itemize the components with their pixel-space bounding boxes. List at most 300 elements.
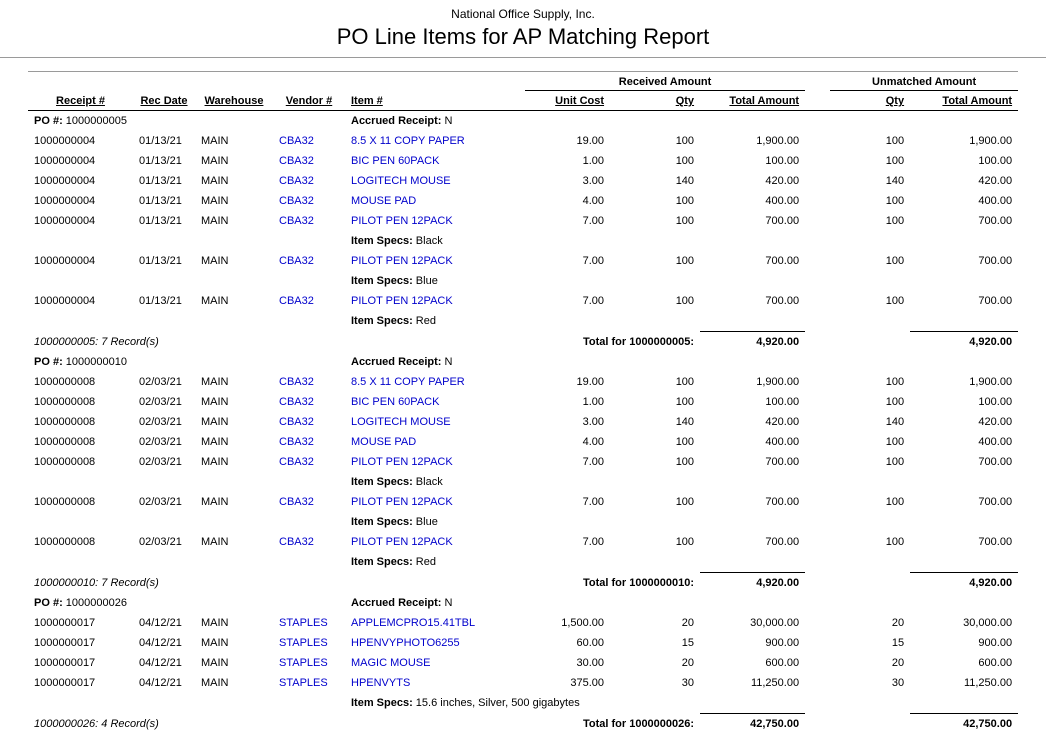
unit-cost: 3.00 bbox=[582, 416, 605, 428]
receipt-number: 1000000008 bbox=[34, 416, 96, 428]
gap-cell bbox=[805, 573, 830, 594]
group-record-count: 1000000005: 7 Record(s) bbox=[34, 335, 159, 348]
group-total-unmatched: 4,920.00 bbox=[910, 332, 1018, 353]
column-header-qty bbox=[610, 91, 700, 111]
item-number-link[interactable]: PILOT PEN 12PACK bbox=[351, 215, 453, 227]
vendor-number-link[interactable]: CBA32 bbox=[279, 155, 314, 167]
received-qty: 100 bbox=[675, 396, 695, 408]
warehouse: MAIN bbox=[201, 496, 229, 508]
received-total-amount: 1,900.00 bbox=[756, 376, 800, 388]
item-specs: Item Specs: 15.6 inches, Silver, 500 gigabytes bbox=[351, 697, 580, 709]
received-total-amount: 900.00 bbox=[765, 637, 800, 649]
received-qty: 140 bbox=[675, 416, 695, 428]
item-specs: Item Specs: Black bbox=[351, 235, 443, 247]
rec-date: 02/03/21 bbox=[139, 456, 182, 468]
unmatched-qty: 100 bbox=[885, 155, 905, 167]
empty-cell bbox=[28, 693, 345, 714]
line-item-row bbox=[28, 412, 1018, 432]
vendor-number-link[interactable]: CBA32 bbox=[279, 175, 314, 187]
unit-cost: 4.00 bbox=[582, 436, 605, 448]
line-item-row bbox=[28, 211, 1018, 231]
group-record-count: 1000000010: 7 Record(s) bbox=[34, 576, 159, 589]
unit-cost: 7.00 bbox=[582, 255, 605, 267]
rec-date: 04/12/21 bbox=[139, 657, 182, 669]
table-header bbox=[28, 72, 1018, 111]
column-header-label: Total Amount bbox=[729, 95, 800, 107]
line-item-row bbox=[28, 151, 1018, 171]
receipt-number: 1000000008 bbox=[34, 436, 96, 448]
warehouse: MAIN bbox=[201, 376, 229, 388]
item-number-link[interactable]: MOUSE PAD bbox=[351, 195, 417, 207]
received-qty: 100 bbox=[675, 496, 695, 508]
item-specs-row bbox=[28, 472, 1018, 492]
po-number: PO #: 1000000005 bbox=[34, 115, 127, 127]
unmatched-total-amount: 11,250.00 bbox=[963, 677, 1013, 689]
column-header-label: Total Amount bbox=[942, 95, 1013, 107]
receipt-number: 1000000004 bbox=[34, 155, 96, 167]
received-total-amount: 420.00 bbox=[765, 416, 800, 428]
receipt-number: 1000000008 bbox=[34, 496, 96, 508]
rec-date: 02/03/21 bbox=[139, 436, 182, 448]
item-specs-row bbox=[28, 311, 1018, 332]
unit-cost: 19.00 bbox=[576, 376, 605, 388]
rec-date: 01/13/21 bbox=[139, 195, 182, 207]
received-total-amount: 400.00 bbox=[765, 195, 800, 207]
group-total-row bbox=[28, 332, 1018, 353]
gap-cell bbox=[805, 131, 830, 151]
unmatched-total-amount: 700.00 bbox=[978, 496, 1013, 508]
received-qty: 100 bbox=[675, 295, 695, 307]
report-title: PO Line Items for AP Matching Report bbox=[336, 24, 710, 49]
item-number-link[interactable]: PILOT PEN 12PACK bbox=[351, 295, 453, 307]
empty-cell bbox=[28, 472, 345, 492]
column-header-unit-cost bbox=[525, 91, 610, 111]
unit-cost: 7.00 bbox=[582, 215, 605, 227]
warehouse: MAIN bbox=[201, 456, 229, 468]
column-header-vendor bbox=[273, 91, 345, 111]
item-number-link[interactable]: 8.5 X 11 COPY PAPER bbox=[351, 376, 465, 388]
gap-cell bbox=[805, 332, 830, 353]
received-qty: 100 bbox=[675, 456, 695, 468]
rec-date: 01/13/21 bbox=[139, 255, 182, 267]
warehouse: MAIN bbox=[201, 255, 229, 267]
receipt-number: 1000000004 bbox=[34, 295, 96, 307]
item-number-link[interactable]: BIC PEN 60PACK bbox=[351, 155, 440, 167]
rec-date: 01/13/21 bbox=[139, 155, 182, 167]
empty-cell bbox=[28, 311, 345, 332]
item-specs-row bbox=[28, 693, 1018, 714]
rec-date: 02/03/21 bbox=[139, 536, 182, 548]
received-qty: 100 bbox=[675, 255, 695, 267]
unmatched-total-amount: 1,900.00 bbox=[969, 376, 1013, 388]
column-header-receipt bbox=[28, 91, 133, 111]
line-item-row bbox=[28, 392, 1018, 412]
gap-cell bbox=[805, 191, 830, 211]
item-specs-row bbox=[28, 552, 1018, 573]
vendor-number-link[interactable]: CBA32 bbox=[279, 536, 314, 548]
column-header-warehouse bbox=[195, 91, 273, 111]
column-header-gap bbox=[805, 91, 830, 111]
column-header-label: Rec Date bbox=[140, 95, 188, 107]
received-total-amount: 700.00 bbox=[765, 496, 800, 508]
unit-cost: 1.00 bbox=[582, 155, 605, 167]
group-total-received: 4,920.00 bbox=[700, 573, 805, 594]
unmatched-total-amount: 400.00 bbox=[978, 195, 1013, 207]
unit-cost: 30.00 bbox=[576, 657, 605, 669]
vendor-number-link[interactable]: STAPLES bbox=[279, 677, 328, 689]
line-item-row bbox=[28, 452, 1018, 472]
receipt-number: 1000000004 bbox=[34, 215, 96, 227]
unmatched-total-amount: 420.00 bbox=[978, 175, 1013, 187]
empty-cell bbox=[28, 552, 345, 573]
unit-cost: 7.00 bbox=[582, 295, 605, 307]
rec-date: 01/13/21 bbox=[139, 175, 182, 187]
vendor-number-link[interactable]: CBA32 bbox=[279, 396, 314, 408]
vendor-number-link[interactable]: CBA32 bbox=[279, 456, 314, 468]
column-header-item bbox=[345, 91, 525, 111]
unit-cost: 19.00 bbox=[576, 135, 605, 147]
warehouse: MAIN bbox=[201, 396, 229, 408]
unmatched-qty: 20 bbox=[891, 617, 905, 629]
unmatched-qty: 140 bbox=[885, 175, 905, 187]
rec-date: 02/03/21 bbox=[139, 496, 182, 508]
accrued-receipt: Accrued Receipt: N bbox=[351, 356, 453, 368]
po-number: PO #: 1000000010 bbox=[34, 356, 127, 368]
received-total-amount: 700.00 bbox=[765, 215, 800, 227]
gap-cell bbox=[805, 432, 830, 452]
unmatched-qty: 100 bbox=[885, 295, 905, 307]
received-qty: 30 bbox=[681, 677, 695, 689]
empty-cell bbox=[830, 332, 910, 353]
received-qty: 20 bbox=[681, 617, 695, 629]
gap-cell bbox=[805, 291, 830, 311]
vendor-number-link[interactable]: CBA32 bbox=[279, 135, 314, 147]
po-number: PO #: 1000000026 bbox=[34, 597, 127, 609]
group-total-received: 42,750.00 bbox=[700, 714, 805, 735]
warehouse: MAIN bbox=[201, 135, 229, 147]
gap-cell bbox=[805, 452, 830, 472]
group-header-row bbox=[28, 72, 1018, 91]
vendor-number-link[interactable]: CBA32 bbox=[279, 436, 314, 448]
accrued-receipt: Accrued Receipt: N bbox=[351, 115, 453, 127]
line-item-row bbox=[28, 131, 1018, 151]
received-qty: 20 bbox=[681, 657, 695, 669]
gap-cell bbox=[805, 251, 830, 271]
item-specs: Item Specs: Red bbox=[351, 315, 436, 327]
unmatched-total-amount: 600.00 bbox=[978, 657, 1013, 669]
unmatched-total-amount: 420.00 bbox=[978, 416, 1013, 428]
unit-cost: 7.00 bbox=[582, 456, 605, 468]
item-number-link[interactable]: HPENVYTS bbox=[351, 677, 411, 689]
gap-cell bbox=[805, 653, 830, 673]
gap-cell bbox=[805, 492, 830, 512]
received-qty: 140 bbox=[675, 175, 695, 187]
received-amount-header: Received Amount bbox=[525, 72, 805, 91]
received-total-amount: 30,000.00 bbox=[750, 617, 800, 629]
receipt-number: 1000000017 bbox=[34, 617, 96, 629]
column-header-label: Qty bbox=[675, 95, 695, 107]
received-qty: 100 bbox=[675, 155, 695, 167]
item-number-link[interactable]: HPENVYPHOTO6255 bbox=[351, 637, 460, 649]
item-specs-row bbox=[28, 271, 1018, 291]
item-number-link[interactable]: PILOT PEN 12PACK bbox=[351, 255, 453, 267]
unmatched-total-amount: 400.00 bbox=[978, 436, 1013, 448]
item-number-link[interactable]: PILOT PEN 12PACK bbox=[351, 496, 453, 508]
warehouse: MAIN bbox=[201, 657, 229, 669]
company-name: National Office Supply, Inc. bbox=[451, 7, 595, 21]
gap-cell bbox=[805, 613, 830, 633]
empty-cell bbox=[830, 714, 910, 735]
receipt-number: 1000000017 bbox=[34, 657, 96, 669]
column-header-qty bbox=[830, 91, 910, 111]
column-header-label: Warehouse bbox=[204, 95, 264, 107]
received-qty: 100 bbox=[675, 135, 695, 147]
group-total-row bbox=[28, 573, 1018, 594]
receipt-number: 1000000004 bbox=[34, 195, 96, 207]
group-total-unmatched: 4,920.00 bbox=[910, 573, 1018, 594]
warehouse: MAIN bbox=[201, 215, 229, 227]
item-number-link[interactable]: LOGITECH MOUSE bbox=[351, 416, 451, 428]
group-record-count: 1000000026: 4 Record(s) bbox=[34, 717, 159, 730]
unmatched-qty: 100 bbox=[885, 536, 905, 548]
column-header-rec-date bbox=[133, 91, 195, 111]
received-total-amount: 100.00 bbox=[765, 396, 800, 408]
empty-cell bbox=[28, 271, 345, 291]
unmatched-qty: 15 bbox=[891, 637, 905, 649]
warehouse: MAIN bbox=[201, 175, 229, 187]
received-qty: 100 bbox=[675, 436, 695, 448]
rec-date: 02/03/21 bbox=[139, 396, 182, 408]
warehouse: MAIN bbox=[201, 677, 229, 689]
rec-date: 04/12/21 bbox=[139, 677, 182, 689]
group-total-label: Total for 1000000010: bbox=[582, 576, 695, 589]
line-item-row bbox=[28, 432, 1018, 452]
receipt-number: 1000000004 bbox=[34, 175, 96, 187]
line-item-row bbox=[28, 613, 1018, 633]
item-specs: Item Specs: Blue bbox=[351, 516, 438, 528]
column-header-label: Qty bbox=[885, 95, 905, 107]
warehouse: MAIN bbox=[201, 295, 229, 307]
line-item-row bbox=[28, 291, 1018, 311]
rec-date: 02/03/21 bbox=[139, 376, 182, 388]
unmatched-total-amount: 30,000.00 bbox=[963, 617, 1013, 629]
report-table bbox=[28, 71, 1018, 734]
received-qty: 15 bbox=[681, 637, 695, 649]
report-content bbox=[0, 58, 1046, 734]
vendor-number-link[interactable]: CBA32 bbox=[279, 255, 314, 267]
receipt-number: 1000000017 bbox=[34, 637, 96, 649]
warehouse: MAIN bbox=[201, 416, 229, 428]
received-qty: 100 bbox=[675, 376, 695, 388]
item-specs-row bbox=[28, 231, 1018, 251]
unmatched-qty: 100 bbox=[885, 396, 905, 408]
unmatched-qty: 100 bbox=[885, 496, 905, 508]
unmatched-total-amount: 100.00 bbox=[978, 155, 1013, 167]
received-qty: 100 bbox=[675, 536, 695, 548]
receipt-number: 1000000004 bbox=[34, 135, 96, 147]
warehouse: MAIN bbox=[201, 637, 229, 649]
line-item-row bbox=[28, 633, 1018, 653]
unmatched-total-amount: 700.00 bbox=[978, 456, 1013, 468]
unmatched-qty: 100 bbox=[885, 376, 905, 388]
vendor-number-link[interactable]: STAPLES bbox=[279, 617, 328, 629]
received-total-amount: 400.00 bbox=[765, 436, 800, 448]
unit-cost: 1,500.00 bbox=[561, 617, 605, 629]
received-qty: 100 bbox=[675, 195, 695, 207]
item-number-link[interactable]: BIC PEN 60PACK bbox=[351, 396, 440, 408]
line-item-row bbox=[28, 251, 1018, 271]
vendor-number-link[interactable]: CBA32 bbox=[279, 496, 314, 508]
unmatched-qty: 100 bbox=[885, 436, 905, 448]
unit-cost: 4.00 bbox=[582, 195, 605, 207]
po-group-row bbox=[28, 111, 1018, 132]
unmatched-qty: 140 bbox=[885, 416, 905, 428]
vendor-number-link[interactable]: CBA32 bbox=[279, 376, 314, 388]
rec-date: 01/13/21 bbox=[139, 215, 182, 227]
receipt-number: 1000000017 bbox=[34, 677, 96, 689]
gap-cell bbox=[805, 714, 830, 735]
unit-cost: 7.00 bbox=[582, 496, 605, 508]
po-group-row bbox=[28, 593, 1018, 613]
line-item-row bbox=[28, 191, 1018, 211]
empty-cell bbox=[28, 512, 345, 532]
gap-cell bbox=[805, 392, 830, 412]
empty-cell bbox=[28, 231, 345, 251]
unit-cost: 375.00 bbox=[570, 677, 605, 689]
column-header-label: Vendor # bbox=[285, 95, 333, 107]
item-specs: Item Specs: Red bbox=[351, 556, 436, 568]
gap-cell bbox=[805, 532, 830, 552]
accrued-receipt: Accrued Receipt: N bbox=[351, 597, 453, 609]
receipt-number: 1000000008 bbox=[34, 456, 96, 468]
empty-cell bbox=[830, 573, 910, 594]
receipt-number: 1000000004 bbox=[34, 255, 96, 267]
received-total-amount: 600.00 bbox=[765, 657, 800, 669]
column-header-label: Unit Cost bbox=[555, 95, 605, 107]
column-header-total-amount bbox=[700, 91, 805, 111]
unit-cost: 1.00 bbox=[582, 396, 605, 408]
group-total-label: Total for 1000000005: bbox=[582, 335, 695, 348]
received-total-amount: 420.00 bbox=[765, 175, 800, 187]
gap-cell bbox=[805, 372, 830, 392]
unmatched-qty: 100 bbox=[885, 255, 905, 267]
received-total-amount: 700.00 bbox=[765, 295, 800, 307]
unmatched-total-amount: 900.00 bbox=[978, 637, 1013, 649]
vendor-number-link[interactable]: STAPLES bbox=[279, 657, 328, 669]
line-item-row bbox=[28, 492, 1018, 512]
vendor-number-link[interactable]: CBA32 bbox=[279, 416, 314, 428]
item-number-link[interactable]: MOUSE PAD bbox=[351, 436, 417, 448]
warehouse: MAIN bbox=[201, 195, 229, 207]
column-header-label: Receipt # bbox=[56, 95, 105, 107]
received-total-amount: 700.00 bbox=[765, 536, 800, 548]
unmatched-qty: 100 bbox=[885, 215, 905, 227]
item-number-link[interactable]: PILOT PEN 12PACK bbox=[351, 536, 453, 548]
received-total-amount: 11,250.00 bbox=[750, 677, 800, 689]
gap-cell bbox=[805, 412, 830, 432]
warehouse: MAIN bbox=[201, 436, 229, 448]
column-header-total-amount bbox=[910, 91, 1018, 111]
group-total-received: 4,920.00 bbox=[700, 332, 805, 353]
line-item-row bbox=[28, 532, 1018, 552]
line-item-row bbox=[28, 673, 1018, 693]
line-item-row bbox=[28, 372, 1018, 392]
received-total-amount: 700.00 bbox=[765, 456, 800, 468]
unmatched-total-amount: 700.00 bbox=[978, 536, 1013, 548]
rec-date: 01/13/21 bbox=[139, 135, 182, 147]
item-specs: Item Specs: Blue bbox=[351, 275, 438, 287]
unit-cost: 60.00 bbox=[576, 637, 605, 649]
gap-cell bbox=[805, 633, 830, 653]
receipt-number: 1000000008 bbox=[34, 396, 96, 408]
group-header-spacer bbox=[28, 72, 525, 91]
gap-cell bbox=[805, 151, 830, 171]
item-specs: Item Specs: Black bbox=[351, 476, 443, 488]
item-number-link[interactable]: PILOT PEN 12PACK bbox=[351, 456, 453, 468]
unmatched-qty: 100 bbox=[885, 135, 905, 147]
vendor-number-link[interactable]: CBA32 bbox=[279, 195, 314, 207]
column-header-label: Item # bbox=[351, 95, 383, 107]
received-total-amount: 1,900.00 bbox=[756, 135, 800, 147]
received-total-amount: 100.00 bbox=[765, 155, 800, 167]
gap-cell bbox=[805, 673, 830, 693]
rec-date: 02/03/21 bbox=[139, 416, 182, 428]
group-total-row bbox=[28, 714, 1018, 735]
unmatched-qty: 100 bbox=[885, 195, 905, 207]
group-header-gap bbox=[805, 72, 830, 91]
gap-cell bbox=[805, 211, 830, 231]
warehouse: MAIN bbox=[201, 617, 229, 629]
unmatched-total-amount: 100.00 bbox=[978, 396, 1013, 408]
item-number-link[interactable]: APPLEMCPRO15.41TBL bbox=[351, 617, 476, 629]
unmatched-total-amount: 700.00 bbox=[978, 295, 1013, 307]
unmatched-qty: 100 bbox=[885, 456, 905, 468]
group-total-unmatched: 42,750.00 bbox=[910, 714, 1018, 735]
receipt-number: 1000000008 bbox=[34, 536, 96, 548]
unit-cost: 7.00 bbox=[582, 536, 605, 548]
unmatched-total-amount: 1,900.00 bbox=[969, 135, 1013, 147]
warehouse: MAIN bbox=[201, 155, 229, 167]
unit-cost: 3.00 bbox=[582, 175, 605, 187]
item-number-link[interactable]: MAGIC MOUSE bbox=[351, 657, 431, 669]
unmatched-total-amount: 700.00 bbox=[978, 215, 1013, 227]
line-item-row bbox=[28, 653, 1018, 673]
rec-date: 04/12/21 bbox=[139, 617, 182, 629]
warehouse: MAIN bbox=[201, 536, 229, 548]
item-specs-row bbox=[28, 512, 1018, 532]
unmatched-total-amount: 700.00 bbox=[978, 255, 1013, 267]
rec-date: 01/13/21 bbox=[139, 295, 182, 307]
receipt-number: 1000000008 bbox=[34, 376, 96, 388]
vendor-number-link[interactable]: STAPLES bbox=[279, 637, 328, 649]
po-group-row bbox=[28, 352, 1018, 372]
gap-cell bbox=[805, 171, 830, 191]
vendor-number-link[interactable]: CBA32 bbox=[279, 215, 314, 227]
received-qty: 100 bbox=[675, 215, 695, 227]
vendor-number-link[interactable]: CBA32 bbox=[279, 295, 314, 307]
column-header-row bbox=[28, 91, 1018, 111]
line-item-row bbox=[28, 171, 1018, 191]
rec-date: 04/12/21 bbox=[139, 637, 182, 649]
unmatched-qty: 30 bbox=[891, 677, 905, 689]
unmatched-amount-header: Unmatched Amount bbox=[830, 72, 1018, 91]
received-total-amount: 700.00 bbox=[765, 255, 800, 267]
unmatched-qty: 20 bbox=[891, 657, 905, 669]
item-number-link[interactable]: LOGITECH MOUSE bbox=[351, 175, 451, 187]
report-body bbox=[28, 111, 1018, 735]
group-total-label: Total for 1000000026: bbox=[582, 717, 695, 730]
item-number-link[interactable]: 8.5 X 11 COPY PAPER bbox=[351, 135, 465, 147]
